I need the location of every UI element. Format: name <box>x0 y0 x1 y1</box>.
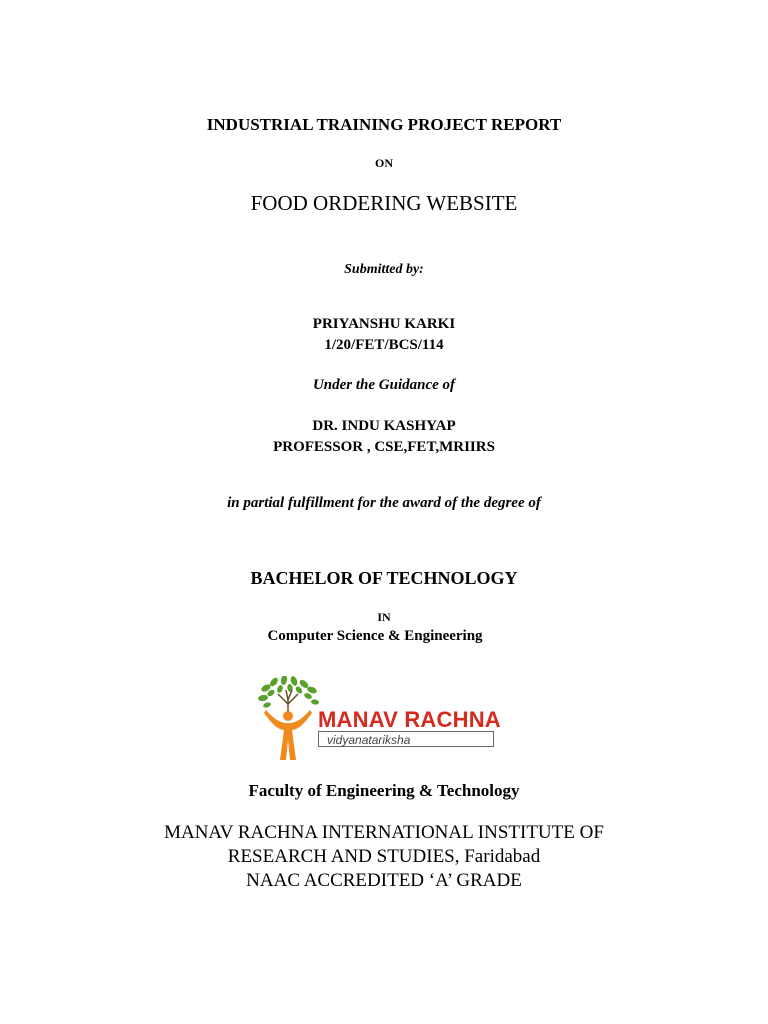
submitted-by-label: Submitted by: <box>344 262 424 277</box>
tree-figure-logo-icon <box>258 676 320 764</box>
logo-tagline: vidyanatariksha <box>318 731 494 747</box>
in-text: IN <box>377 610 391 624</box>
report-heading: INDUSTRIAL TRAINING PROJECT REPORT <box>206 115 562 134</box>
degree-title: BACHELOR OF TECHNOLOGY <box>250 568 518 588</box>
student-name: PRIYANSHU KARKI <box>312 316 456 332</box>
project-title: FOOD ORDERING WEBSITE <box>250 191 518 215</box>
logo-name: MANAV RACHNA <box>318 707 501 732</box>
guide-name: DR. INDU KASHYAP <box>312 418 456 434</box>
guide-designation: PROFESSOR , CSE,FET,MRIIRS <box>273 439 495 455</box>
institute-line-2: RESEARCH AND STUDIES, Faridabad <box>227 846 541 867</box>
institute-line-1: MANAV RACHNA INTERNATIONAL INSTITUTE OF <box>164 822 604 843</box>
manav-rachna-logo <box>258 676 518 764</box>
fulfillment-text: in partial fulfillment for the award of the degree of <box>227 495 541 511</box>
roll-number: 1/20/FET/BCS/114 <box>324 337 444 353</box>
accreditation-text: NAAC ACCREDITED ‘A’ GRADE <box>246 870 522 891</box>
branch-name: Computer Science & Engineering <box>267 628 483 644</box>
guidance-label: Under the Guidance of <box>312 377 456 393</box>
faculty-name: Faculty of Engineering & Technology <box>248 781 520 800</box>
on-text: ON <box>375 156 393 170</box>
